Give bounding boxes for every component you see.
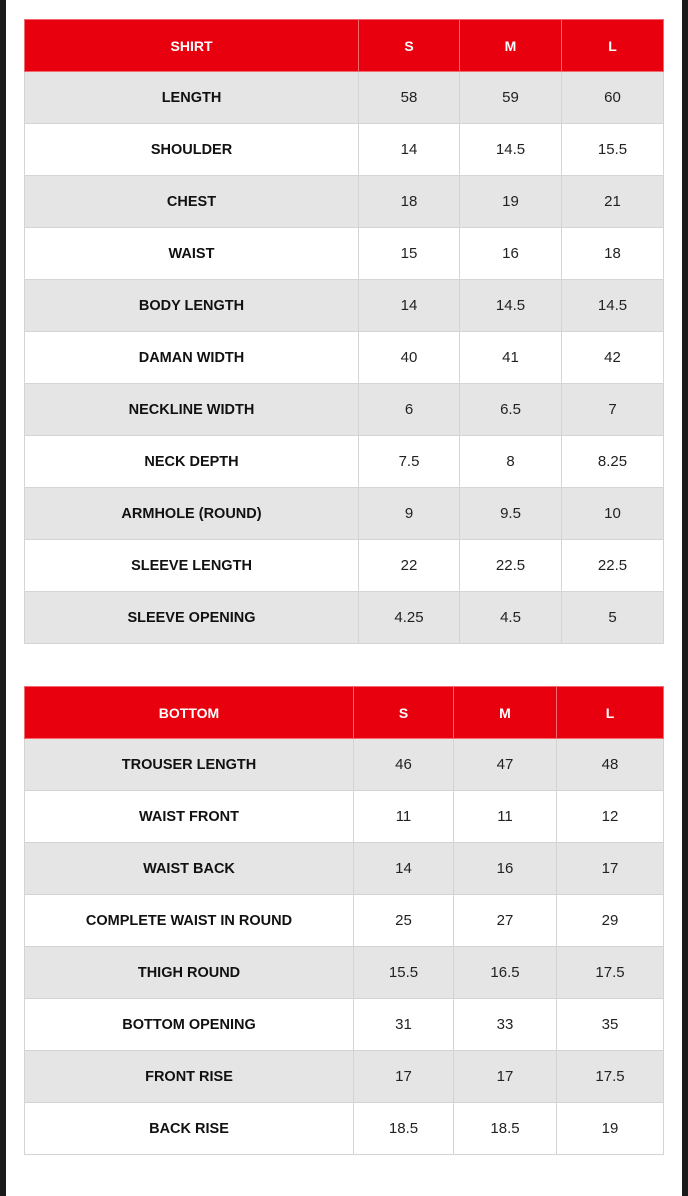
size-s-value: 18 bbox=[359, 176, 460, 228]
shirt-table-row bbox=[25, 592, 664, 644]
size-l-value: 8.25 bbox=[562, 436, 664, 488]
bottom-header-size-s: S bbox=[354, 687, 454, 739]
size-l-value: 5 bbox=[562, 592, 664, 644]
size-s-value: 22 bbox=[359, 540, 460, 592]
size-s-value: 11 bbox=[354, 791, 454, 843]
measurement-label: WAIST FRONT bbox=[25, 791, 354, 843]
measurement-label: ARMHOLE (ROUND) bbox=[25, 488, 359, 540]
size-s-value: 17 bbox=[354, 1051, 454, 1103]
size-s-value: 7.5 bbox=[359, 436, 460, 488]
size-l-value: 17.5 bbox=[557, 947, 664, 999]
size-l-value: 7 bbox=[562, 384, 664, 436]
bottom-table-row bbox=[25, 791, 664, 843]
bottom-header-label: BOTTOM bbox=[25, 687, 354, 739]
size-m-value: 17 bbox=[454, 1051, 557, 1103]
measurement-label: BODY LENGTH bbox=[25, 280, 359, 332]
shirt-header-label: SHIRT bbox=[25, 20, 359, 72]
shirt-header-size-m: M bbox=[460, 20, 562, 72]
size-s-value: 4.25 bbox=[359, 592, 460, 644]
size-l-value: 14.5 bbox=[562, 280, 664, 332]
shirt-header-size-s: S bbox=[359, 20, 460, 72]
size-chart-sheet bbox=[6, 0, 682, 1196]
measurement-label: BOTTOM OPENING bbox=[25, 999, 354, 1051]
size-m-value: 47 bbox=[454, 739, 557, 791]
size-s-value: 46 bbox=[354, 739, 454, 791]
size-s-value: 40 bbox=[359, 332, 460, 384]
size-s-value: 14 bbox=[359, 124, 460, 176]
bottom-table-row bbox=[25, 999, 664, 1051]
measurement-label: COMPLETE WAIST IN ROUND bbox=[25, 895, 354, 947]
bottom-header-size-l: L bbox=[557, 687, 664, 739]
size-s-value: 6 bbox=[359, 384, 460, 436]
bottom-table-row bbox=[25, 843, 664, 895]
size-l-value: 10 bbox=[562, 488, 664, 540]
size-m-value: 9.5 bbox=[460, 488, 562, 540]
size-m-value: 11 bbox=[454, 791, 557, 843]
size-l-value: 19 bbox=[557, 1103, 664, 1155]
bottom-table-row bbox=[25, 1051, 664, 1103]
shirt-size-table bbox=[24, 19, 664, 644]
shirt-table-body bbox=[25, 72, 664, 644]
size-m-value: 14.5 bbox=[460, 124, 562, 176]
size-l-value: 15.5 bbox=[562, 124, 664, 176]
size-l-value: 42 bbox=[562, 332, 664, 384]
measurement-label: FRONT RISE bbox=[25, 1051, 354, 1103]
size-m-value: 6.5 bbox=[460, 384, 562, 436]
bottom-table-row bbox=[25, 739, 664, 791]
shirt-table-row bbox=[25, 124, 664, 176]
size-m-value: 16 bbox=[454, 843, 557, 895]
measurement-label: WAIST BACK bbox=[25, 843, 354, 895]
shirt-table-row bbox=[25, 280, 664, 332]
shirt-table-row bbox=[25, 228, 664, 280]
shirt-header-row bbox=[25, 20, 664, 72]
size-m-value: 16 bbox=[460, 228, 562, 280]
size-s-value: 14 bbox=[354, 843, 454, 895]
measurement-label: NECK DEPTH bbox=[25, 436, 359, 488]
measurement-label: NECKLINE WIDTH bbox=[25, 384, 359, 436]
size-s-value: 58 bbox=[359, 72, 460, 124]
measurement-label: WAIST bbox=[25, 228, 359, 280]
bottom-header-size-m: M bbox=[454, 687, 557, 739]
measurement-label: THIGH ROUND bbox=[25, 947, 354, 999]
shirt-header-size-l: L bbox=[562, 20, 664, 72]
size-m-value: 19 bbox=[460, 176, 562, 228]
shirt-table-row bbox=[25, 72, 664, 124]
size-m-value: 27 bbox=[454, 895, 557, 947]
shirt-table-row bbox=[25, 436, 664, 488]
measurement-label: SHOULDER bbox=[25, 124, 359, 176]
measurement-label: TROUSER LENGTH bbox=[25, 739, 354, 791]
size-l-value: 18 bbox=[562, 228, 664, 280]
size-l-value: 17 bbox=[557, 843, 664, 895]
bottom-table-row bbox=[25, 947, 664, 999]
size-m-value: 8 bbox=[460, 436, 562, 488]
right-edge bbox=[682, 0, 688, 1196]
size-s-value: 31 bbox=[354, 999, 454, 1051]
shirt-table-row bbox=[25, 540, 664, 592]
shirt-table-row bbox=[25, 488, 664, 540]
size-s-value: 14 bbox=[359, 280, 460, 332]
size-l-value: 21 bbox=[562, 176, 664, 228]
bottom-table-row bbox=[25, 895, 664, 947]
measurement-label: SLEEVE OPENING bbox=[25, 592, 359, 644]
size-l-value: 12 bbox=[557, 791, 664, 843]
measurement-label: BACK RISE bbox=[25, 1103, 354, 1155]
size-s-value: 25 bbox=[354, 895, 454, 947]
size-l-value: 35 bbox=[557, 999, 664, 1051]
bottom-header-row bbox=[25, 687, 664, 739]
size-m-value: 16.5 bbox=[454, 947, 557, 999]
measurement-label: CHEST bbox=[25, 176, 359, 228]
size-l-value: 22.5 bbox=[562, 540, 664, 592]
size-l-value: 60 bbox=[562, 72, 664, 124]
shirt-table-row bbox=[25, 176, 664, 228]
shirt-table-row bbox=[25, 384, 664, 436]
size-m-value: 59 bbox=[460, 72, 562, 124]
size-m-value: 18.5 bbox=[454, 1103, 557, 1155]
size-m-value: 41 bbox=[460, 332, 562, 384]
bottom-table-body bbox=[25, 739, 664, 1155]
size-l-value: 48 bbox=[557, 739, 664, 791]
shirt-table-row bbox=[25, 332, 664, 384]
size-s-value: 18.5 bbox=[354, 1103, 454, 1155]
bottom-size-table bbox=[24, 686, 664, 1155]
size-s-value: 9 bbox=[359, 488, 460, 540]
size-s-value: 15.5 bbox=[354, 947, 454, 999]
size-l-value: 17.5 bbox=[557, 1051, 664, 1103]
measurement-label: SLEEVE LENGTH bbox=[25, 540, 359, 592]
measurement-label: LENGTH bbox=[25, 72, 359, 124]
measurement-label: DAMAN WIDTH bbox=[25, 332, 359, 384]
size-m-value: 33 bbox=[454, 999, 557, 1051]
size-m-value: 4.5 bbox=[460, 592, 562, 644]
bottom-table-row bbox=[25, 1103, 664, 1155]
size-s-value: 15 bbox=[359, 228, 460, 280]
size-m-value: 14.5 bbox=[460, 280, 562, 332]
size-m-value: 22.5 bbox=[460, 540, 562, 592]
size-l-value: 29 bbox=[557, 895, 664, 947]
